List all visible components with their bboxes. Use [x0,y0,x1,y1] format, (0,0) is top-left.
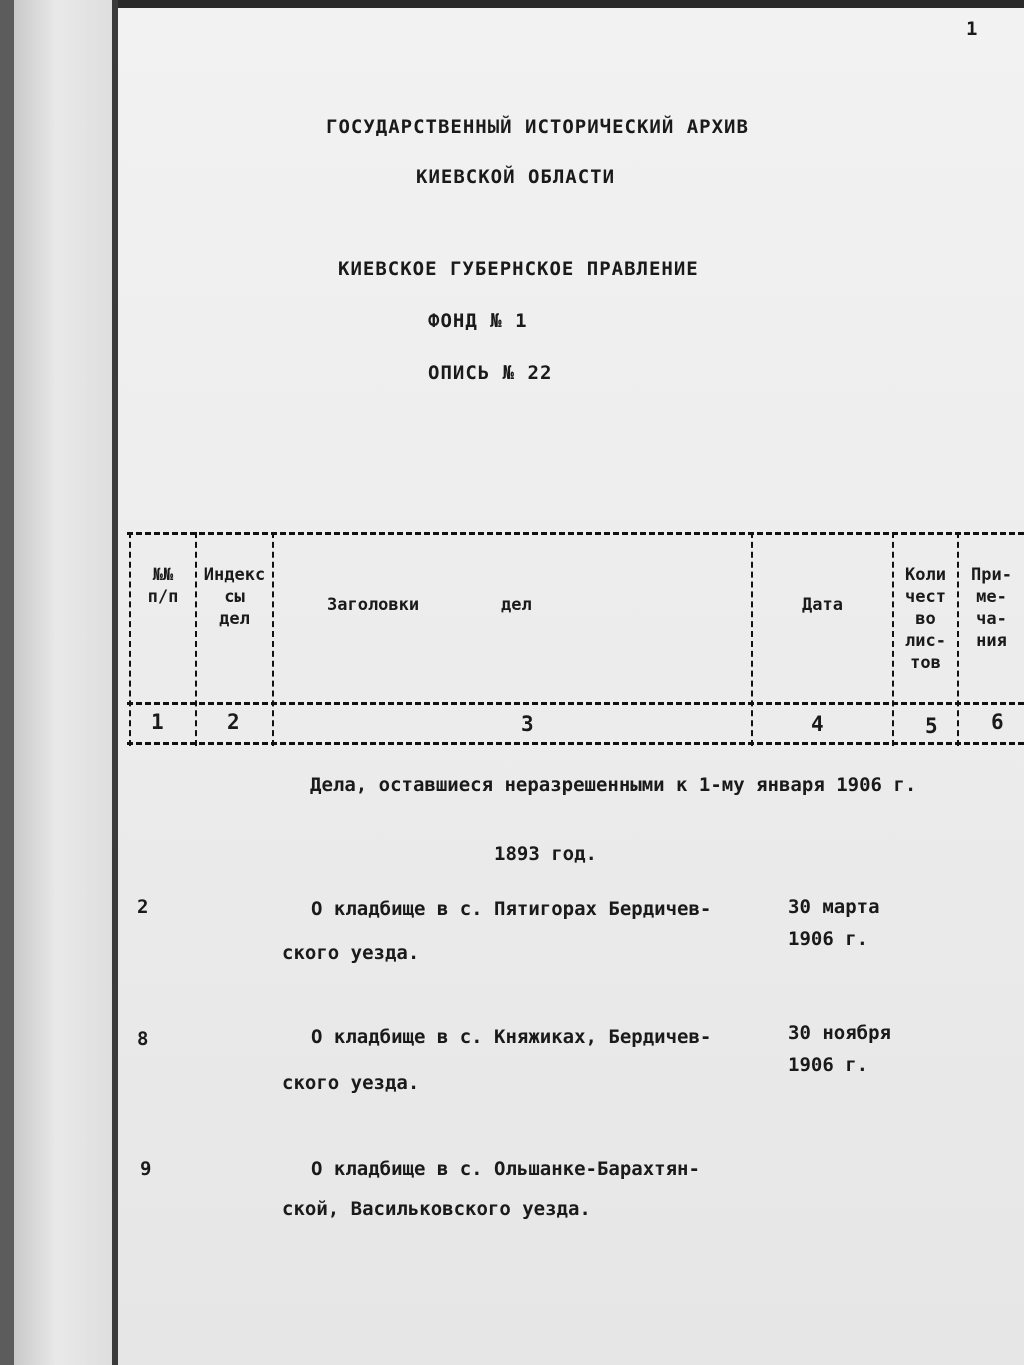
entry-date-year: 1906 г. [788,1054,869,1076]
table-col-border [272,532,274,746]
header-sheet-count: Коли чест во лис- тов [905,565,946,673]
table-col-border [751,532,753,746]
column-number-5: 5 [925,714,938,738]
entry-date: 30 ноября [788,1022,891,1044]
column-number-1: 1 [151,710,164,734]
column-number-2: 2 [227,710,240,734]
archive-title: ГОСУДАРСТВЕННЫЙ ИСТОРИЧЕСКИЙ АРХИВ [326,116,749,138]
entry-title-cont: ского уезда. [282,942,420,964]
entry-number: 9 [140,1158,152,1180]
entry-title: О кладбище в с. Княжиках, Бердичев- [311,1026,712,1048]
opis-number: ОПИСЬ № 22 [428,362,553,384]
entry-title-cont: ской, Васильковского уезда. [282,1198,591,1220]
entry-title-cont: ского уезда. [282,1072,420,1094]
entry-date: 30 марта [788,896,880,918]
year-title: 1893 год. [494,843,597,865]
previous-page-edge [14,0,122,1365]
page-number: 1 [966,18,978,40]
header-number: №№ п/п [147,565,179,607]
column-number-4: 4 [811,712,824,736]
header-titles: Заголовки дел [327,595,532,615]
header-index: Индекс сы дел [203,565,266,629]
column-number-3: 3 [521,712,534,736]
column-number-6: 6 [991,710,1004,734]
entry-number: 8 [137,1028,149,1050]
entry-title: О кладбище в с. Пятигорах Бердичев- [311,898,712,920]
entry-date-year: 1906 г. [788,928,869,950]
header-date: Дата [802,595,843,615]
entry-number: 2 [137,896,149,918]
background-left [0,0,14,1365]
fond-number: ФОНД № 1 [428,310,528,332]
table-header-divider [127,702,1024,705]
page-top-shadow [118,0,1024,8]
section-title: Дела, оставшиеся неразрешенными к 1-му января 1906 г. [310,774,917,796]
header-notes: При- ме- ча- ния [971,565,1012,651]
table-bottom-border [127,742,1024,745]
fond-name: КИЕВСКОЕ ГУБЕРНСКОЕ ПРАВЛЕНИЕ [338,258,699,280]
table-top-border [127,532,1024,535]
archive-region: КИЕВСКОЙ ОБЛАСТИ [416,166,616,188]
inventory-table [127,532,1024,746]
entry-title: О кладбище в с. Ольшанке-Барахтян- [311,1158,700,1180]
